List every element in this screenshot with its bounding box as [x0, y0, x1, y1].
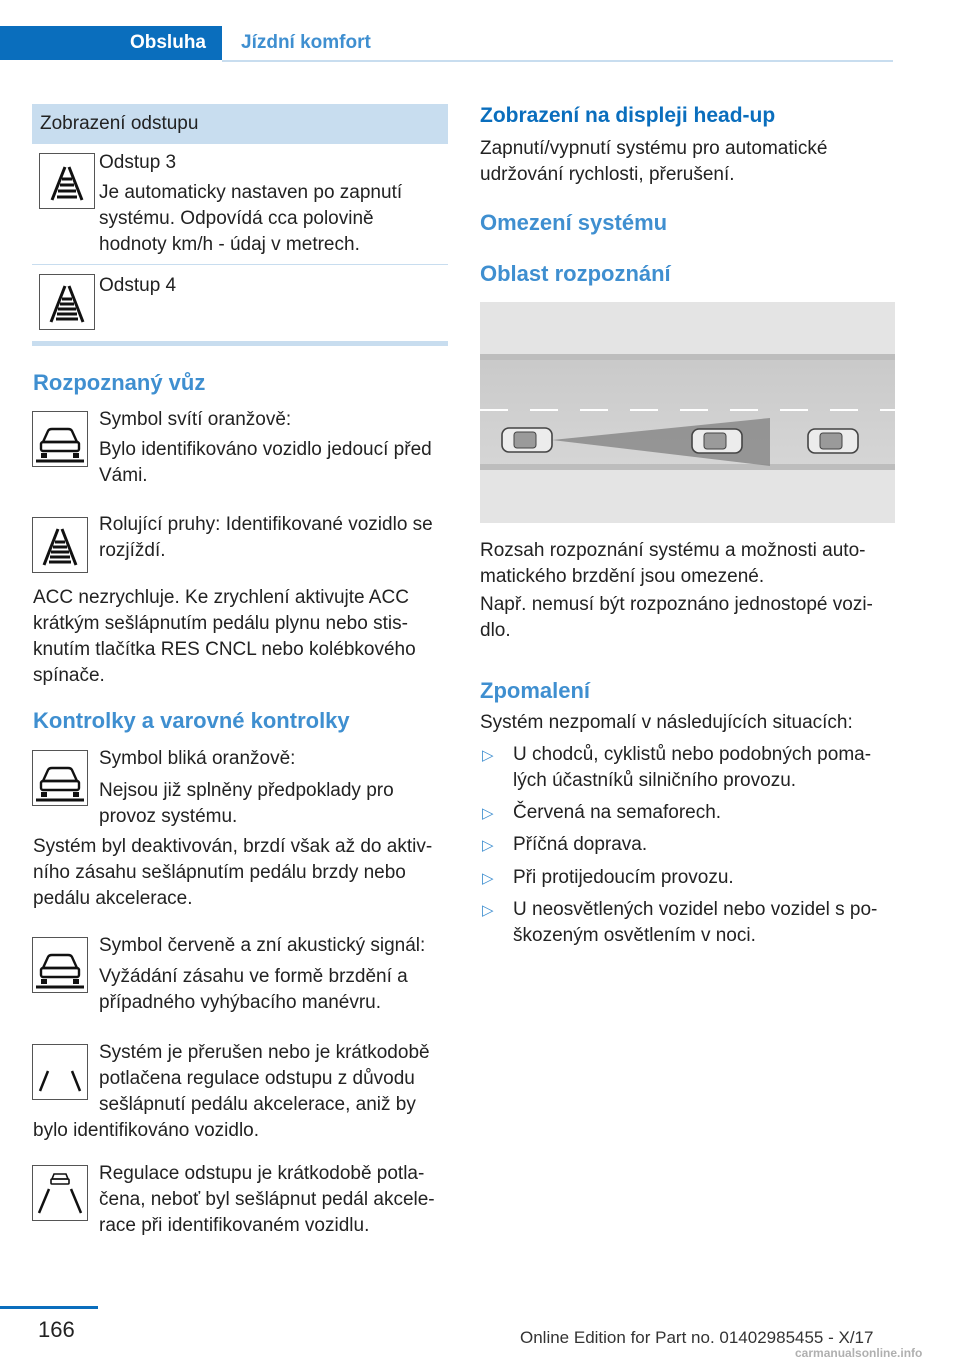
heading-warning-lights: Kontrolky a varovné kontrolky — [33, 708, 350, 733]
car-blinking-icon — [32, 750, 88, 806]
warning4-line2: čena, neboť byl sešlápnut pedál akcele‐ — [99, 1189, 435, 1210]
recognized-text-a: Symbol svítí oranžově: — [99, 409, 292, 430]
row1-text: Je automaticky nastaven po zapnutí systému. Odpovídá cca polovině hodnoty km/h - údaj v metrech. — [99, 182, 403, 255]
watermark: carmanualsonline.info — [795, 1346, 923, 1360]
list-item: U chodců, cyklistů nebo podobných poma‐lých účastníků silničního provozu. — [513, 744, 872, 791]
bullet-icon: ▷ — [482, 837, 494, 854]
car-red-icon — [32, 937, 88, 993]
warning3-line2: potlačena regulace odstupu z důvodu — [99, 1068, 415, 1089]
heading-deceleration: Zpomalení — [480, 678, 591, 703]
bullet-icon: ▷ — [482, 902, 494, 919]
range-paragraph-2: Např. nemusí být rozpoznáno jednostopé vozi‐dlo. — [480, 594, 873, 641]
list-item: Při protijedoucím provozu. — [513, 867, 734, 888]
rolling-lanes-icon — [32, 517, 88, 573]
bullet-icon: ▷ — [482, 870, 494, 887]
tab-obsluha[interactable]: Obsluha — [0, 26, 222, 60]
warning1-text-b: Nejsou již splněny předpoklady pro provoz systému. — [99, 780, 394, 827]
edition-text: Online Edition for Part no. 01402985455 - X/17 — [520, 1328, 874, 1347]
far-car — [808, 429, 858, 453]
warning3-line3: sešlápnutí pedálu akcelerace, aniž by — [99, 1094, 416, 1115]
bullet-icon: ▷ — [482, 747, 494, 764]
row1-title: Odstup 3 — [99, 152, 177, 173]
detection-range-illustration — [480, 302, 895, 523]
bullet-icon: ▷ — [482, 805, 494, 822]
warning2-text-b: Vyžádání zásahu ve formě brzdění a případného vyhýbacího manévru. — [99, 966, 408, 1013]
warning1-paragraph: Systém byl deaktivován, brzdí však až do aktiv‐ního zásahu sešlápnutím pedálu brzdy nebo pedálu akcelerace. — [33, 836, 433, 909]
heading-system-limits: Omezení systému — [480, 210, 668, 235]
list-item: U neosvětlených vozidel nebo vozidel s po‐škozeným osvětlením v noci. — [513, 899, 878, 946]
lanes-interrupted-icon — [32, 1044, 88, 1100]
tab-jizdni-komfort[interactable]: Jízdní komfort — [241, 32, 371, 53]
heading-detection-range: Oblast rozpoznání — [480, 261, 671, 286]
table-end-rule — [32, 341, 448, 346]
heading-headup: Zobrazení na displeji head-up — [480, 104, 776, 127]
distance-4-icon — [39, 274, 95, 330]
heading-recognized-vehicle: Rozpoznaný vůz — [33, 370, 206, 395]
list-item: Červená na semaforech. — [513, 802, 722, 823]
warning4-line1: Regulace odstupu je krátkodobě potla‐ — [99, 1163, 425, 1184]
rolling-lanes-text: Rolující pruhy: Identifikované vozidlo se rozjíždí. — [99, 514, 433, 561]
list-item: Příčná doprava. — [513, 834, 648, 855]
headup-text: Zapnutí/vypnutí systému pro automatické udržování rychlosti, přerušení. — [480, 138, 828, 185]
footer-rule — [0, 1306, 98, 1309]
tab-underline — [222, 60, 893, 62]
warning4-line3: race při identifikovaném vozidlu. — [99, 1215, 370, 1236]
detected-car — [692, 429, 742, 453]
page-number: 166 — [38, 1317, 75, 1342]
table-divider — [32, 264, 448, 265]
row2-title: Odstup 4 — [99, 275, 177, 296]
warning3-line1: Systém je přerušen nebo je krátkodobě — [99, 1042, 430, 1063]
distance-table-header: Zobrazení odstupu — [32, 104, 448, 144]
recognized-text-b: Bylo identifikováno vozidlo jedoucí před Vámi. — [99, 439, 432, 486]
car-lanes-suppressed-icon — [32, 1165, 88, 1221]
warning2-text-a: Symbol červeně a zní akustický signál: — [99, 935, 426, 956]
warning3-line4: bylo identifikováno vozidlo. — [33, 1120, 260, 1141]
car-ahead-icon — [32, 411, 88, 467]
range-paragraph-1: Rozsah rozpoznání systému a možnosti auto‐matického brzdění jsou omezené. — [480, 540, 866, 587]
warning1-text-a: Symbol bliká oranžově: — [99, 748, 296, 769]
acc-paragraph: ACC nezrychluje. Ke zrychlení aktivujte ACC krátkým sešlápnutím pedálu plynu nebo stis‐knutím tlačítka RES CNCL nebo kolébkového spínače. — [33, 587, 416, 686]
deceleration-intro: Systém nezpomalí v následujících situacích: — [480, 712, 853, 733]
distance-3-icon — [39, 153, 95, 209]
own-car — [502, 428, 552, 452]
